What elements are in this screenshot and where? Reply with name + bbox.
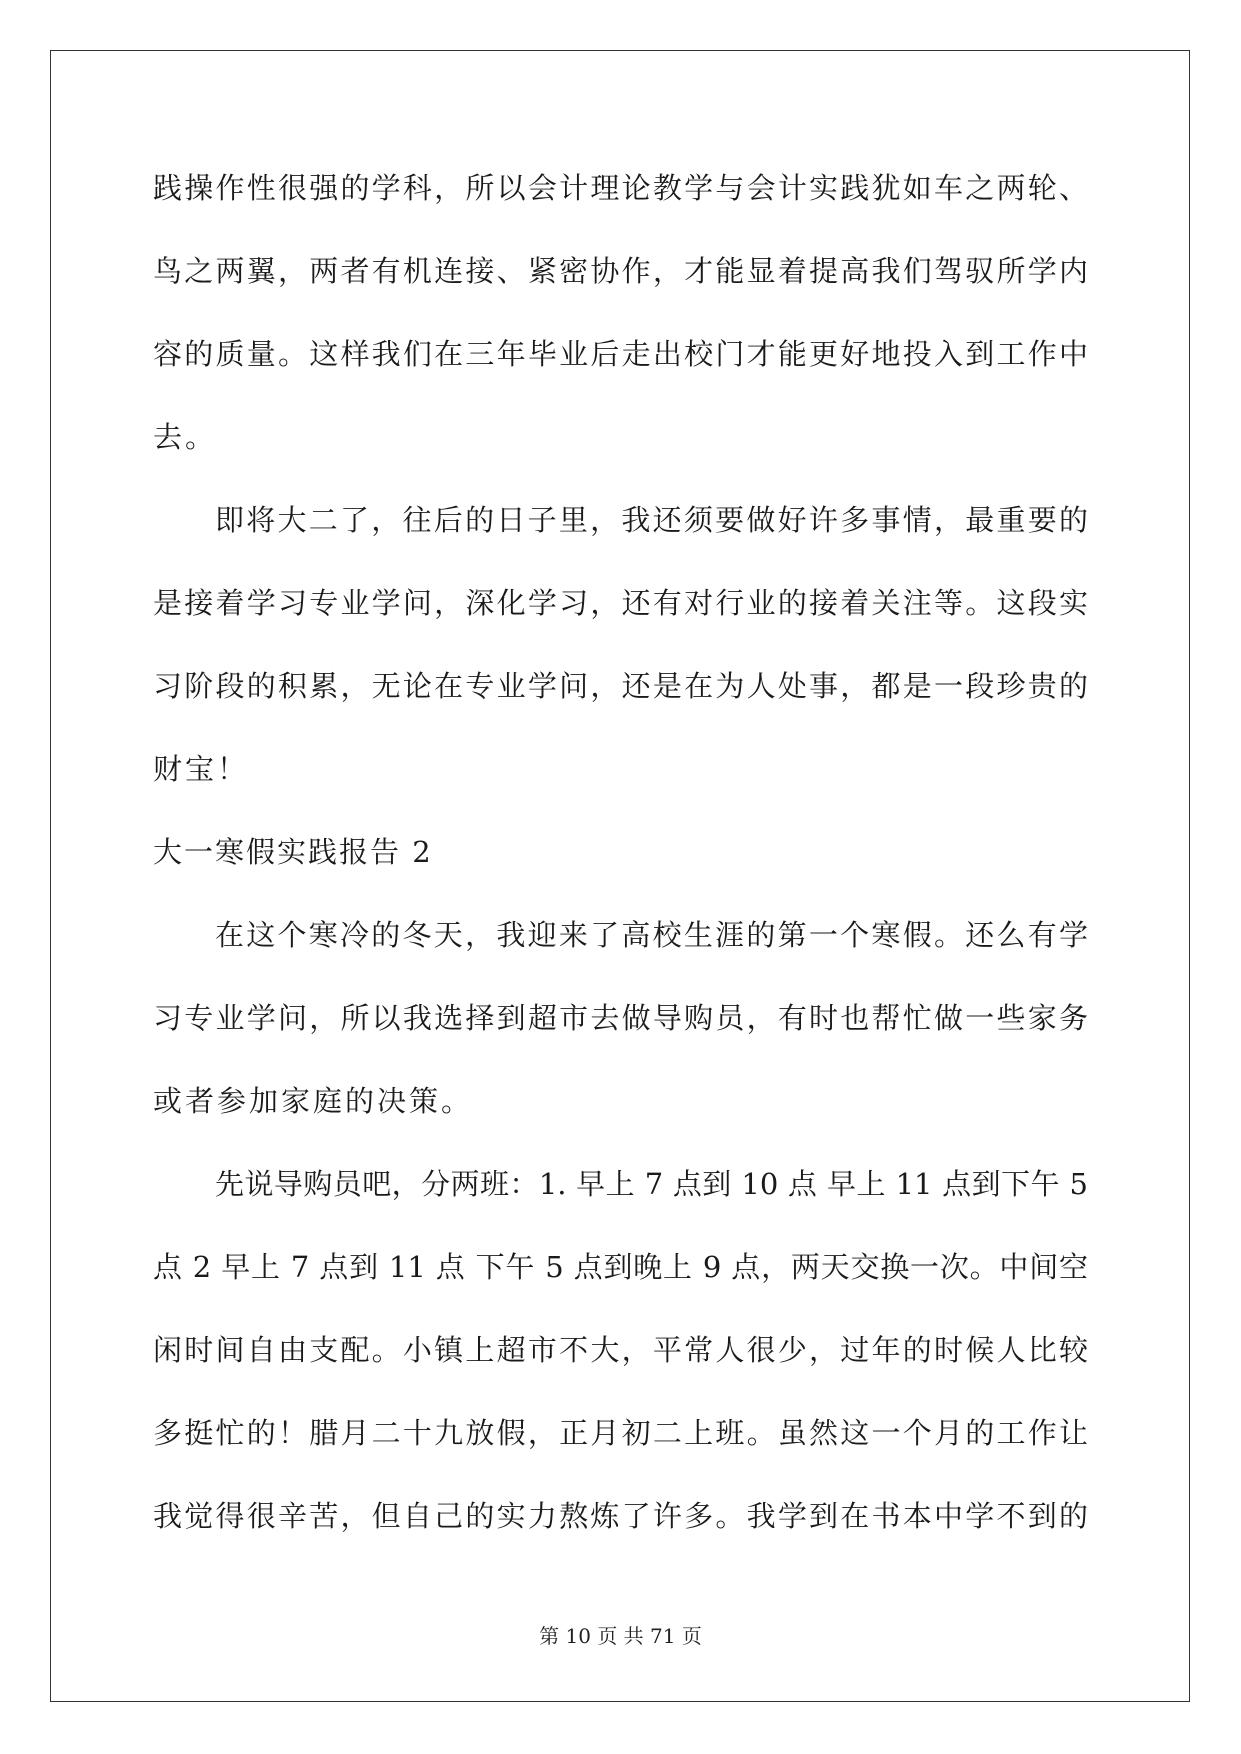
body-line: 鸟之两翼，两者有机连接、紧密协作，才能显着提高我们驾驭所学内: [153, 254, 1088, 288]
body-line: 或者参加家庭的决策。: [153, 1084, 474, 1118]
section-heading: 大一寒假实践报告 2: [153, 835, 433, 869]
paragraph-first-line: 即将大二了，往后的日子里，我还须要做好许多事情，最重要的: [215, 503, 1088, 537]
body-line: 去。: [153, 420, 218, 454]
page-number-footer: 第 10 页 共 71 页: [539, 1624, 702, 1648]
body-line: 我觉得很辛苦，但自己的实力熬炼了许多。我学到在书本中学不到的: [153, 1499, 1088, 1533]
body-line: 闲时间自由支配。小镇上超市不大，平常人很少，过年的时候人比较: [153, 1333, 1088, 1367]
body-line: 点 2 早上 7 点到 11 点 下午 5 点到晚上 9 点，两天交换一次。中间空: [153, 1250, 1088, 1284]
body-line: 是接着学习专业学问，深化学习，还有对行业的接着关注等。这段实: [153, 586, 1088, 620]
body-line: 多挺忙的！腊月二十九放假，正月初二上班。虽然这一个月的工作让: [153, 1416, 1088, 1450]
body-line: 容的质量。这样我们在三年毕业后走出校门才能更好地投入到工作中: [153, 337, 1088, 371]
body-line: 践操作性很强的学科，所以会计理论教学与会计实践犹如车之两轮、: [153, 171, 1088, 205]
body-line: 习阶段的积累，无论在专业学问，还是在为人处事，都是一段珍贵的: [153, 669, 1088, 703]
paragraph-first-line: 在这个寒冷的冬天，我迎来了高校生涯的第一个寒假。还么有学: [215, 918, 1088, 952]
body-line: 习专业学问，所以我选择到超市去做导购员，有时也帮忙做一些家务: [153, 1001, 1088, 1035]
paragraph-first-line: 先说导购员吧，分两班：1. 早上 7 点到 10 点 早上 11 点到下午 5: [215, 1167, 1088, 1201]
body-line: 财宝！: [153, 752, 250, 786]
document-body: [153, 147, 1088, 1558]
